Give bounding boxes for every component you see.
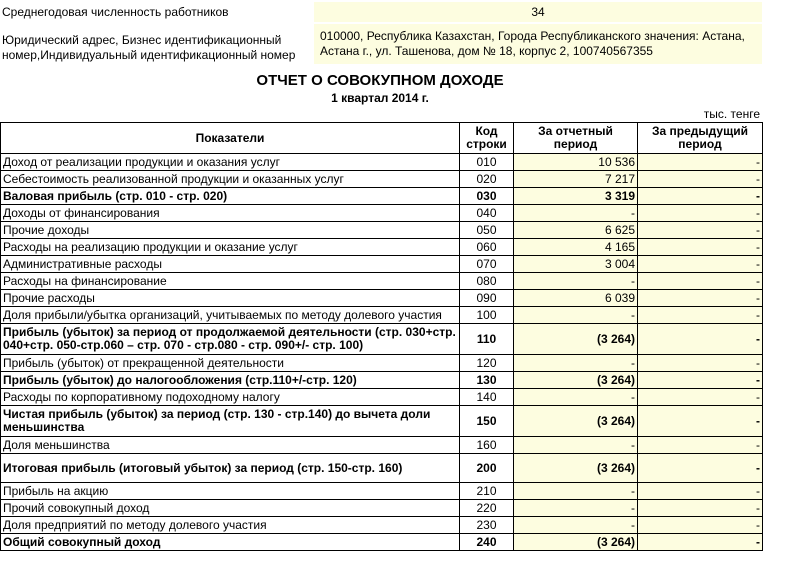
- row-code-cell: 200: [460, 454, 514, 483]
- table-row: [1, 534, 763, 551]
- row-code-cell: 130: [460, 372, 514, 389]
- row-name-cell: Себестоимость реализованной продукции и оказанных услуг: [1, 171, 460, 188]
- row-current-cell: -: [514, 273, 638, 290]
- employees-label: Среднегодовая численность работников: [2, 5, 229, 19]
- row-name-cell: Доход от реализации продукции и оказания услуг: [1, 154, 460, 171]
- row-current-cell: -: [514, 500, 638, 517]
- table-row: [1, 222, 763, 239]
- row-previous-cell: -: [638, 290, 763, 307]
- row-previous-cell: -: [638, 534, 763, 551]
- col-current-header: За отчетный период: [514, 123, 638, 154]
- col-name-header: Показатели: [1, 123, 460, 154]
- table-row: [1, 517, 763, 534]
- row-code-cell: 030: [460, 188, 514, 205]
- row-current-cell: (3 264): [514, 406, 638, 437]
- row-current-cell: 4 165: [514, 239, 638, 256]
- row-previous-cell: -: [638, 517, 763, 534]
- table-row: [1, 239, 763, 256]
- table-row: [1, 483, 763, 500]
- row-previous-cell: -: [638, 273, 763, 290]
- table-row: [1, 307, 763, 324]
- table-row: [1, 355, 763, 372]
- row-name-cell: Прибыль на акцию: [1, 483, 460, 500]
- row-name-cell: Чистая прибыль (убыток) за период (стр. 130 - стр.140) до вычета доли меньшинства: [1, 406, 460, 437]
- row-current-cell: (3 264): [514, 324, 638, 355]
- table-row: [1, 389, 763, 406]
- row-name-cell: Доходы от финансирования: [1, 205, 460, 222]
- units-label: тыс. тенге: [703, 107, 760, 121]
- row-name-cell: Прибыль (убыток) от прекращенной деятельности: [1, 355, 460, 372]
- row-current-cell: -: [514, 205, 638, 222]
- table-row: [1, 154, 763, 171]
- report-period: 1 квартал 2014 г.: [331, 91, 429, 105]
- address-value-line2: Астана г., ул. Ташенова, дом № 18, корпус 2, 100740567355: [320, 44, 653, 58]
- row-current-cell: (3 264): [514, 534, 638, 551]
- row-previous-cell: -: [638, 483, 763, 500]
- row-name-cell: Прочие расходы: [1, 290, 460, 307]
- row-current-cell: (3 264): [514, 372, 638, 389]
- row-current-cell: 3 319: [514, 188, 638, 205]
- row-code-cell: 160: [460, 437, 514, 454]
- address-value-line1: 010000, Республика Казахстан, Города Республиканского значения: Астана,: [320, 29, 745, 43]
- row-previous-cell: -: [638, 171, 763, 188]
- row-code-cell: 080: [460, 273, 514, 290]
- row-previous-cell: -: [638, 222, 763, 239]
- row-name-cell: Доля прибыли/убытка организаций, учитываемых по методу долевого участия: [1, 307, 460, 324]
- row-previous-cell: -: [638, 406, 763, 437]
- row-current-cell: -: [514, 307, 638, 324]
- row-current-cell: 6 625: [514, 222, 638, 239]
- row-previous-cell: -: [638, 324, 763, 355]
- address-label-line2: номер,Индивидуальный идентификационный номер: [2, 48, 296, 62]
- row-current-cell: -: [514, 483, 638, 500]
- address-label-line1: Юридический адрес, Бизнес идентификационный: [2, 33, 282, 47]
- row-code-cell: 210: [460, 483, 514, 500]
- row-code-cell: 110: [460, 324, 514, 355]
- row-current-cell: 6 039: [514, 290, 638, 307]
- row-previous-cell: -: [638, 437, 763, 454]
- col-code-header: Код строки: [460, 123, 514, 154]
- row-name-cell: Прочие доходы: [1, 222, 460, 239]
- table-header-row: [1, 123, 763, 154]
- report-table: [0, 122, 763, 551]
- table-row: [1, 372, 763, 389]
- row-previous-cell: -: [638, 307, 763, 324]
- row-current-cell: -: [514, 389, 638, 406]
- row-name-cell: Расходы на финансирование: [1, 273, 460, 290]
- row-code-cell: 050: [460, 222, 514, 239]
- row-code-cell: 230: [460, 517, 514, 534]
- row-name-cell: Расходы на реализацию продукции и оказание услуг: [1, 239, 460, 256]
- row-name-cell: Доля меньшинства: [1, 437, 460, 454]
- table-row: [1, 290, 763, 307]
- row-current-cell: 3 004: [514, 256, 638, 273]
- row-current-cell: (3 264): [514, 454, 638, 483]
- row-name-cell: Прибыль (убыток) до налогообложения (стр.110+/-стр. 120): [1, 372, 460, 389]
- row-current-cell: 10 536: [514, 154, 638, 171]
- row-previous-cell: -: [638, 500, 763, 517]
- row-name-cell: Общий совокупный доход: [1, 534, 460, 551]
- table-row: [1, 256, 763, 273]
- row-code-cell: 120: [460, 355, 514, 372]
- report-title: ОТЧЕТ О СОВОКУПНОМ ДОХОДЕ: [256, 72, 504, 89]
- employees-value: 34: [314, 2, 762, 22]
- row-name-cell: Расходы по корпоративному подоходному налогу: [1, 389, 460, 406]
- table-row: [1, 454, 763, 483]
- row-code-cell: 140: [460, 389, 514, 406]
- row-previous-cell: -: [638, 355, 763, 372]
- row-code-cell: 020: [460, 171, 514, 188]
- row-previous-cell: -: [638, 389, 763, 406]
- table-row: [1, 171, 763, 188]
- row-current-cell: -: [514, 437, 638, 454]
- row-current-cell: 7 217: [514, 171, 638, 188]
- row-code-cell: 220: [460, 500, 514, 517]
- row-previous-cell: -: [638, 256, 763, 273]
- row-name-cell: Итоговая прибыль (итоговый убыток) за период (стр. 150-стр. 160): [1, 454, 460, 483]
- row-previous-cell: -: [638, 239, 763, 256]
- table-row: [1, 324, 763, 355]
- row-code-cell: 060: [460, 239, 514, 256]
- col-previous-header: За предыдущий период: [638, 123, 763, 154]
- row-name-cell: Доля предприятий по методу долевого участия: [1, 517, 460, 534]
- row-code-cell: 100: [460, 307, 514, 324]
- row-current-cell: -: [514, 355, 638, 372]
- row-previous-cell: -: [638, 154, 763, 171]
- table-row: [1, 273, 763, 290]
- row-previous-cell: -: [638, 205, 763, 222]
- table-body: [1, 154, 763, 551]
- row-code-cell: 010: [460, 154, 514, 171]
- table-row: [1, 205, 763, 222]
- row-code-cell: 240: [460, 534, 514, 551]
- address-value-box: [314, 24, 762, 64]
- row-code-cell: 090: [460, 290, 514, 307]
- row-previous-cell: -: [638, 454, 763, 483]
- table-row: [1, 406, 763, 437]
- row-code-cell: 150: [460, 406, 514, 437]
- row-code-cell: 040: [460, 205, 514, 222]
- row-code-cell: 070: [460, 256, 514, 273]
- row-previous-cell: -: [638, 188, 763, 205]
- row-name-cell: Прибыль (убыток) за период от продолжаемой деятельности (стр. 030+стр. 040+стр. 050-стр.060 – стр. 070 - стр.080 - стр. 090+/- стр. 100): [1, 324, 460, 355]
- row-name-cell: Прочий совокупный доход: [1, 500, 460, 517]
- row-previous-cell: -: [638, 372, 763, 389]
- table-row: [1, 188, 763, 205]
- row-name-cell: Административные расходы: [1, 256, 460, 273]
- row-current-cell: -: [514, 517, 638, 534]
- row-name-cell: Валовая прибыль (стр. 010 - стр. 020): [1, 188, 460, 205]
- table-row: [1, 437, 763, 454]
- table-row: [1, 500, 763, 517]
